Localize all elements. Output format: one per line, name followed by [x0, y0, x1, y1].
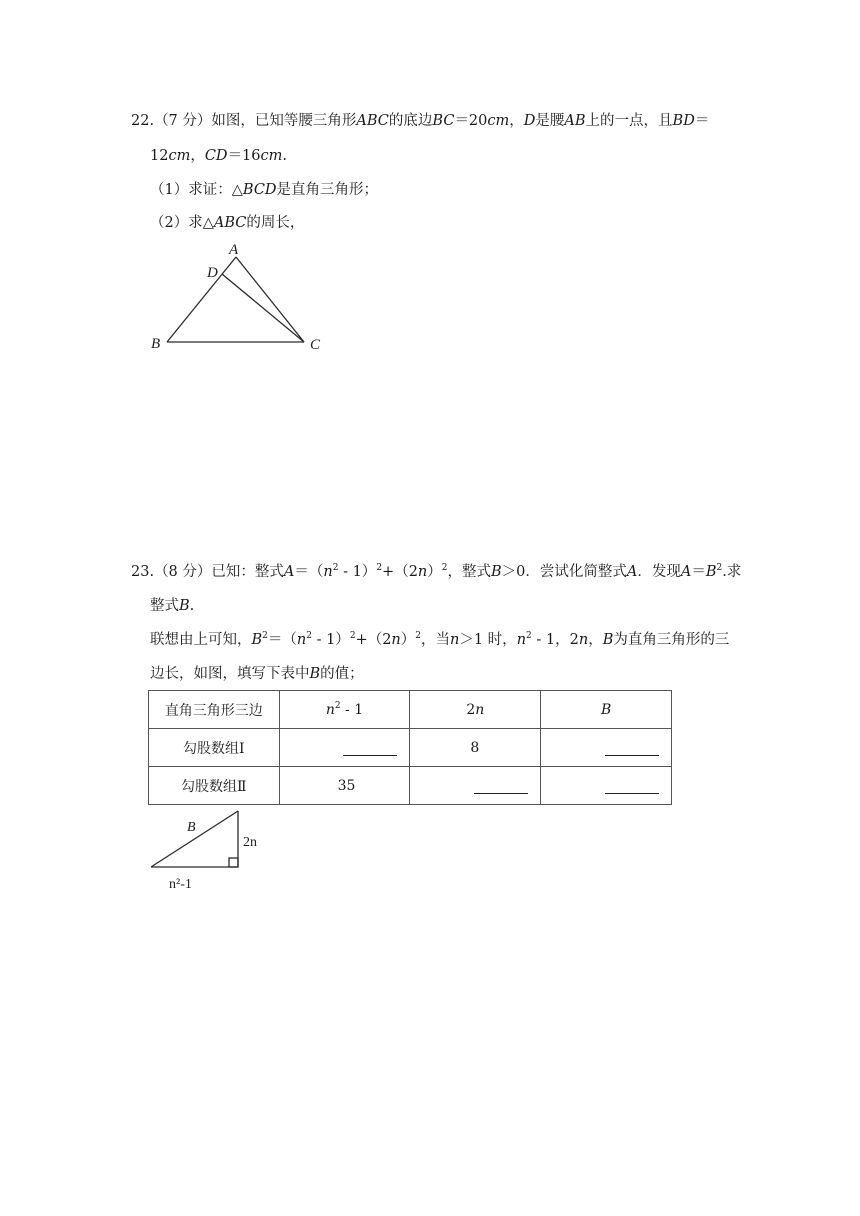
q23-var: B [600, 701, 612, 718]
q22-text: ＝20 [454, 113, 488, 129]
q23-var: B [491, 564, 502, 580]
q23-text: ，整式 [447, 564, 491, 580]
q23-line-1 [131, 562, 741, 582]
q23-number: 23. [131, 564, 155, 580]
q23-var: n [417, 564, 428, 580]
side-ab [167, 257, 236, 342]
q22-line-2 [150, 146, 287, 166]
q22-text: ， [509, 113, 524, 129]
q22-unit: cm [260, 148, 283, 164]
q23-var: n [516, 632, 527, 648]
q23-var: n [475, 701, 485, 718]
table-value: 35 [337, 777, 356, 794]
q23-var: n [325, 701, 335, 718]
table-header-cell [541, 691, 672, 729]
answer-blank[interactable] [605, 741, 659, 756]
q22-var: BC [432, 113, 455, 129]
q23-sup: 2 [332, 563, 339, 573]
table-row [149, 767, 672, 805]
label-b: B [151, 336, 161, 352]
q23-text: 联想由上可知， [150, 632, 252, 648]
q23-text: ） [427, 564, 442, 580]
q22-var: D [523, 113, 536, 129]
q23-text: 的值； [320, 666, 364, 682]
label-a: A [229, 242, 239, 258]
q23-var: n [296, 632, 307, 648]
q22-unit: cm [487, 113, 510, 129]
pythagorean-table [148, 690, 672, 805]
q23-text: ） [400, 632, 416, 648]
q22-part-text: （2）求△ [150, 215, 214, 231]
table-header-row [149, 691, 672, 729]
q22-number: 22. [131, 113, 155, 129]
side-ac [236, 257, 304, 342]
table-row-label: 勾股数组Ⅰ [149, 729, 280, 767]
label-b: B [187, 820, 196, 835]
q22-part-1 [150, 180, 378, 200]
q22-unit: cm [168, 148, 191, 164]
table-header-cell [279, 691, 410, 729]
table-cell [410, 767, 541, 805]
table-cell [279, 729, 410, 767]
q22-line-1 [131, 111, 709, 131]
answer-blank[interactable] [343, 741, 397, 756]
table-cell [410, 729, 541, 767]
table-cell [279, 767, 410, 805]
label-2n: 2n [243, 835, 257, 850]
q23-line-3 [150, 630, 729, 650]
label-n2-1: n²-1 [169, 877, 192, 892]
q23-sup: 2 [376, 563, 383, 573]
label-d: D [207, 265, 218, 281]
table-header-cell: 直角三角形三边 [149, 691, 280, 729]
q23-text: 已知：整式 [211, 564, 284, 580]
segment-cd [222, 274, 304, 342]
q22-var: ABC [356, 113, 389, 129]
q23-var: B [179, 598, 190, 614]
q23-var: A [626, 564, 638, 580]
table-row-label: 勾股数组Ⅱ [149, 767, 280, 805]
q22-part-text: 的周长， [246, 215, 305, 231]
q22-var: BCD [242, 182, 277, 198]
q23-var: n [391, 632, 401, 648]
q22-text: ＝16 [227, 148, 261, 164]
q23-var: n [578, 632, 589, 648]
q22-part-text: （1）求证：△ [150, 182, 243, 198]
q23-text: ．发现 [637, 564, 681, 580]
q23-right-triangle-figure [140, 806, 280, 896]
q23-text: . [189, 598, 195, 614]
q23-sup: 2 [262, 631, 268, 641]
q23-sup: 2 [441, 563, 448, 573]
q23-sup: 2 [334, 700, 341, 711]
q23-text: - 1） [311, 632, 350, 648]
q22-text: . [282, 148, 287, 164]
q23-var: n [450, 632, 460, 648]
q23-text: ＝（ [294, 564, 324, 580]
q23-text: - 1） [338, 564, 377, 580]
q23-sup: 2 [415, 631, 421, 641]
q23-text: 边长，如图，填写下表中 [150, 666, 310, 682]
q23-line-2 [150, 596, 194, 616]
q22-var: ABC [213, 215, 247, 231]
q22-text: 的底边 [388, 113, 433, 129]
right-angle-mark [229, 858, 238, 867]
q23-var: B [602, 632, 614, 648]
table-row [149, 729, 672, 767]
q23-text: - 1 [340, 701, 364, 718]
q23-sup: 2 [349, 631, 356, 641]
q22-text: 12 [150, 148, 169, 164]
q23-text: ＞1 时， [459, 632, 517, 648]
answer-blank[interactable] [474, 779, 528, 794]
q22-text: 上的一点，且 [585, 113, 673, 129]
q23-text: ＝ [691, 564, 706, 580]
table-cell [541, 729, 672, 767]
q22-text: 是腰 [535, 113, 565, 129]
q23-text: 为直角三角形的三 [613, 632, 730, 648]
q22-text: ， [190, 148, 205, 164]
q23-score: （8 分） [154, 564, 212, 580]
q23-text: - 1，2 [531, 632, 579, 648]
q23-var: B [705, 564, 717, 580]
q23-text: ，当 [421, 632, 450, 648]
q23-text: .求 [722, 564, 742, 580]
q22-text: 如图，已知等腰三角形 [211, 113, 357, 129]
label-c: C [310, 337, 321, 353]
q23-text: ＞0．尝试化简整式 [501, 564, 627, 580]
q22-text: ＝ [694, 113, 710, 129]
q22-part-text: 是直角三角形； [276, 182, 379, 198]
q22-var: BD [672, 113, 695, 129]
q23-var: B [251, 632, 263, 648]
q22-part-2 [150, 213, 304, 233]
q23-text: 整式 [150, 598, 179, 614]
q23-sup: 2 [716, 563, 723, 573]
q23-text: ＝（ [267, 632, 297, 648]
q23-text: +（2 [382, 564, 418, 580]
table-cell [541, 767, 672, 805]
q23-line-4 [150, 664, 364, 684]
q23-sup: 2 [526, 631, 532, 641]
q23-var: A [283, 564, 295, 580]
q23-text: +（2 [355, 632, 392, 648]
q23-sup: 2 [306, 631, 312, 641]
q23-text: 2 [466, 701, 476, 718]
answer-blank[interactable] [605, 779, 659, 794]
q22-score: （7 分） [154, 113, 212, 129]
q23-text: ， [588, 632, 603, 648]
q23-var: B [309, 666, 321, 682]
q22-var: AB [564, 113, 586, 129]
table-header-cell [410, 691, 541, 729]
q23-var: n [323, 564, 333, 580]
q23-var: A [680, 564, 692, 580]
q22-var: CD [204, 148, 228, 164]
q22-triangle-figure [140, 236, 340, 358]
table-value: 8 [470, 739, 480, 756]
